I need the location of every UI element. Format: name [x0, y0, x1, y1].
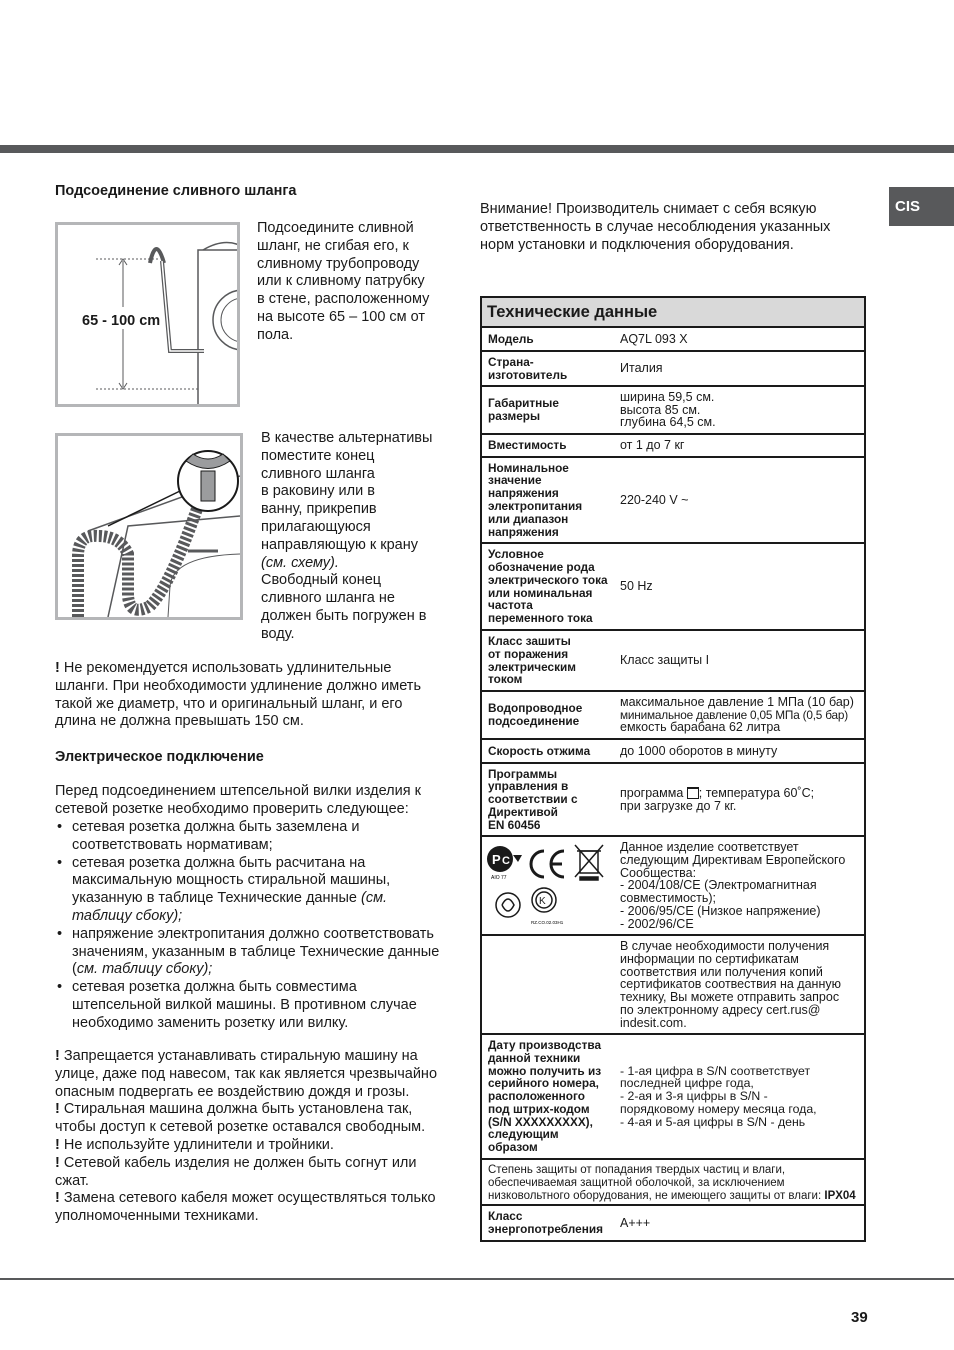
tech-data-table — [480, 296, 866, 1242]
ce-mark-icon — [531, 851, 564, 877]
table-row: Класс энергопотребления A+++ — [488, 1209, 651, 1236]
table-row: Номинальное значение напряжения электропитания или диапазон напряжения 220-240 V ~ — [482, 458, 864, 544]
table-row: Страна- изготовитель Италия — [482, 352, 864, 387]
pct-icon — [487, 846, 522, 872]
list-item: • сетевая розетка должна быть расчитана на максимальную мощность стиральной машины, указанную в таблице Технические данные (см. таблицу сбоку); — [55, 855, 445, 926]
drain-height-figure — [55, 222, 240, 407]
table-row: Программы управления в соответствии с Директивой EN 60456 программа ; температура 60˚С; при загрузке до 7 кг. — [482, 764, 864, 837]
list-item: • сетевая розетка должна быть заземлена и соответствовать нормативам; — [55, 819, 445, 855]
cotton-program-icon — [687, 787, 699, 799]
sink-figure — [55, 433, 243, 620]
svg-text:P: P — [492, 852, 501, 867]
svg-text:RZ.CO.02.03H1: RZ.CO.02.03H1 — [531, 920, 564, 925]
safety-warnings: ! Запрещается устанавливать стиральную машину на улице, даже под навесом, так как является чрезвычайно опасным подвергать ее воздействию дождя и грозы. ! Стиральная машина должна быть установлена так, чтобы доступ к сетевой розетке оставался свободным. ! Не используйте удлинители и тройники. ! Сетевой кабель изделия не должен быть согнут или сжат. ! Замена сетевого кабеля может осуществляться только уполномоченными техниками. — [55, 1048, 438, 1225]
svg-text:K: K — [539, 896, 546, 907]
svg-text:AIO 77: AIO 77 — [491, 875, 507, 881]
table-row: Степень защиты от попадания твердых частиц и влаги, обеспечиваемая защитной оболочкой, за исключением низковольтного оборудования, не имеющего защиты от влаги: IPX04 — [482, 1160, 864, 1206]
electric-intro: Перед подсоединением штепсельной вилки изделия к сетевой розетке необходимо проверить следующее: — [55, 783, 421, 817]
tech-table-title: Технические данные — [482, 298, 864, 328]
electric-section-title: Электрическое подключение — [55, 749, 264, 765]
manufacturer-disclaimer: Внимание! Производитель снимает с себя всякую ответственность в случае несоблюдения указанных норм установки и подключения оборудования. — [480, 201, 831, 253]
drain-section-title: Подсоединение сливного шланга — [55, 183, 297, 199]
table-row: Класс зашиты от поражения электрическим током Класс защиты I — [482, 631, 864, 692]
sink-instruction: В качестве альтернативы поместите конец сливного шланга в раковину или в ванну, прикрепив прилагающуюся направляющую к крану (см. схему). Свободный конец сливного шланга не должен быть погружен в воду. — [261, 430, 433, 642]
table-row: Модель AQ7L 093 X — [482, 328, 864, 352]
weee-bin-icon — [575, 845, 603, 880]
certification-logos — [482, 837, 616, 934]
table-row: Габаритные размеры ширина 59,5 см. высота 85 см. глубина 64,5 см. — [482, 387, 864, 435]
kz-cert-icon — [532, 888, 556, 912]
table-row: Дату производства данной техники можно получить из серийного номера, расположенного под штрих-кодом (S/N XXXXXXXXX), следующим образом - 1-ая цифра в S/N соответствует последней цифре года, - 2-ая и 3-я цифры в S/N - порядковому номеру месяца года, - 4-ая и 5-ая цифры в S/N - день — [482, 1035, 864, 1160]
footer-line — [0, 1278, 954, 1280]
table-row: Вместимость от 1 до 7 кг — [482, 435, 864, 458]
height-range-label: 65 - 100 cm — [82, 313, 161, 329]
sink-illustration — [58, 436, 240, 617]
header-bar — [0, 145, 954, 153]
extension-warning: ! Не рекомендуется использовать удлинительные шланги. При необходимости удлинение должно иметь такой же диаметр, что и оригинальный шланг, и его длина не должна превышать 150 см. — [55, 660, 422, 730]
page-number: 39 — [851, 1309, 868, 1326]
electric-checklist — [55, 819, 445, 1033]
svg-text:C: C — [502, 855, 510, 867]
ukr-cert-icon — [496, 893, 520, 917]
list-item: • сетевая розетка должна быть совместима штепсельной вилкой машины. В противном случае необходимо заменить розетку или вилку. — [55, 979, 445, 1032]
table-row: Водопроводное подсоединение максимальное давление 1 МПа (10 бар) минимальное давление 0,05 МПа (0,5 бар) емкость барабана 62 литра — [482, 692, 864, 740]
table-row: Условное обозначение рода электрического тока или номинальная частота переменного тока 50 Hz — [482, 544, 864, 631]
list-item: • напряжение электропитания должно соответствовать значениям, указанным в таблице Технические данные (см. таблицу сбоку); — [55, 926, 445, 979]
table-row: Скорость отжима до 1000 оборотов в минуту — [482, 740, 864, 764]
table-row: P C AIO 77 K RZ.CO.02.03H1 Данное изделие соответствует следующим Директивам Европейского Сообщества: - 2004/108/CE (Электромагнитная совместимость); - 2006/95/CE (Низкое напряжение) - 2002/96/CE — [482, 837, 864, 936]
cert-marks — [482, 837, 616, 934]
language-tab: CIS — [889, 187, 954, 226]
table-row: В случае необходимости получения информации по сертификатам соответствия или получения копий сертификатов соотвествия на данную технику, Вы можете отправить запрос по электронному адресу cert.rus@ indesit.com. — [482, 936, 864, 1035]
drain-instruction: Подсоедините сливной шланг, не сгибая его, к сливному трубопроводу или к сливному патрубку в стене, расположенному на высоте 65 – 100 см от пола. — [257, 220, 430, 343]
